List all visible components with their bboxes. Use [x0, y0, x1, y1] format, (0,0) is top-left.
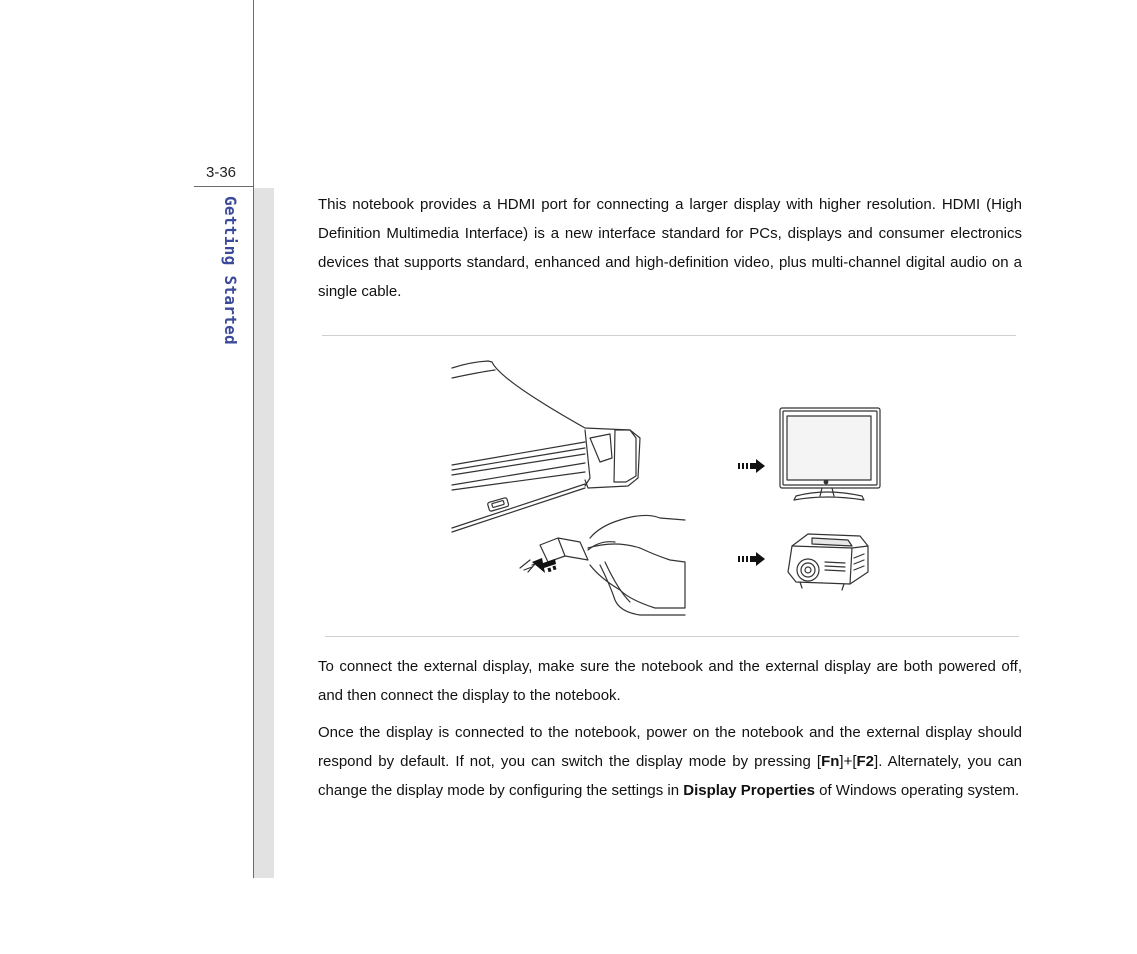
display-mode-text-1: Once the display is connected to the notebook, power on the notebook and the external display should respond by default. If not, you can switch the display mode by pressing [ — [318, 724, 1022, 770]
insert-arrow-icon — [532, 558, 557, 573]
page-number-rule — [194, 186, 254, 187]
notebook-icon — [452, 361, 640, 532]
arrow-to-monitor-icon — [738, 459, 765, 473]
display-mode-text-3: ]. Alternately, you can change the display mode by configuring the settings in — [318, 753, 1022, 799]
display-mode-text-2: ]+[ — [839, 753, 857, 770]
display-mode-paragraph — [318, 718, 1022, 805]
figure-bottom-rule — [325, 636, 1019, 637]
key-f2: F2 — [856, 753, 875, 770]
projector-icon — [788, 534, 868, 590]
arrow-to-projector-icon — [738, 552, 765, 566]
section-title: Getting Started — [221, 196, 240, 345]
monitor-icon — [780, 408, 880, 500]
figure-top-rule — [322, 335, 1016, 336]
key-fn: Fn — [821, 753, 840, 770]
connect-paragraph: To connect the external display, make sure the notebook and the external display are both powered off, and then connect the display to the notebook. — [318, 658, 1022, 704]
display-mode-text-4: of Windows operating system. — [814, 782, 1020, 799]
intro-paragraph: This notebook provides a HDMI port for connecting a larger display with higher resolution. HDMI (High Definition Multimedia Interface) is a new interface standard for PCs, displays and consumer electronics devices that supports standard, enhanced and high-definition video, plus multi-channel digital audio on a single cable. — [318, 196, 1022, 300]
display-properties-term: Display Properties — [683, 782, 815, 799]
page-number: 3-36 — [206, 164, 237, 181]
hdmi-connection-illustration — [440, 350, 890, 620]
margin-gray-bar — [254, 188, 274, 878]
